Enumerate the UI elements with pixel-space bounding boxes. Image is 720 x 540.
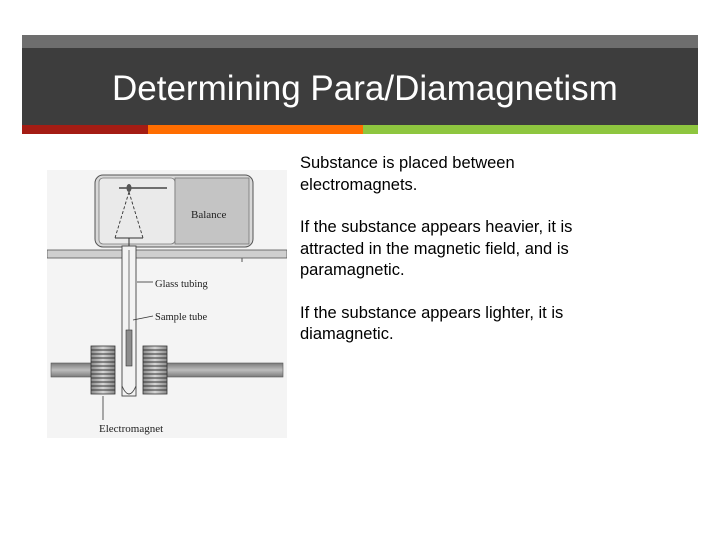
paragraph-1: Substance is placed between electromagnets.	[300, 154, 515, 194]
label-balance: Balance	[191, 209, 227, 221]
title-bar-top-strip	[22, 35, 698, 48]
paragraph-2: If the substance appears heavier, it is attracted in the magnetic field, and is paramagnetic.	[300, 218, 573, 279]
glass-tubing	[122, 246, 136, 396]
slide-title: Determining Para/Diamagnetism	[112, 69, 618, 108]
label-sample-tube: Sample tube	[155, 312, 208, 323]
title-bar	[22, 35, 698, 125]
accent-stripe-red	[22, 125, 148, 134]
label-glass-tubing: Glass tubing	[155, 279, 208, 290]
paragraph-3: If the substance appears lighter, it is diamagnetic.	[300, 303, 564, 343]
electromagnet-rod-left	[51, 363, 91, 377]
accent-stripe-orange	[148, 125, 363, 134]
electromagnet-coil-left	[91, 346, 115, 394]
balance-housing	[95, 175, 253, 247]
electromagnet-rod-right	[167, 363, 283, 377]
electromagnet-coil-right	[143, 346, 167, 394]
body-text	[300, 153, 620, 367]
accent-stripe-green	[363, 125, 698, 134]
magnetic-balance-diagram	[47, 170, 287, 438]
label-electromagnet: Electromagnet	[99, 423, 164, 435]
